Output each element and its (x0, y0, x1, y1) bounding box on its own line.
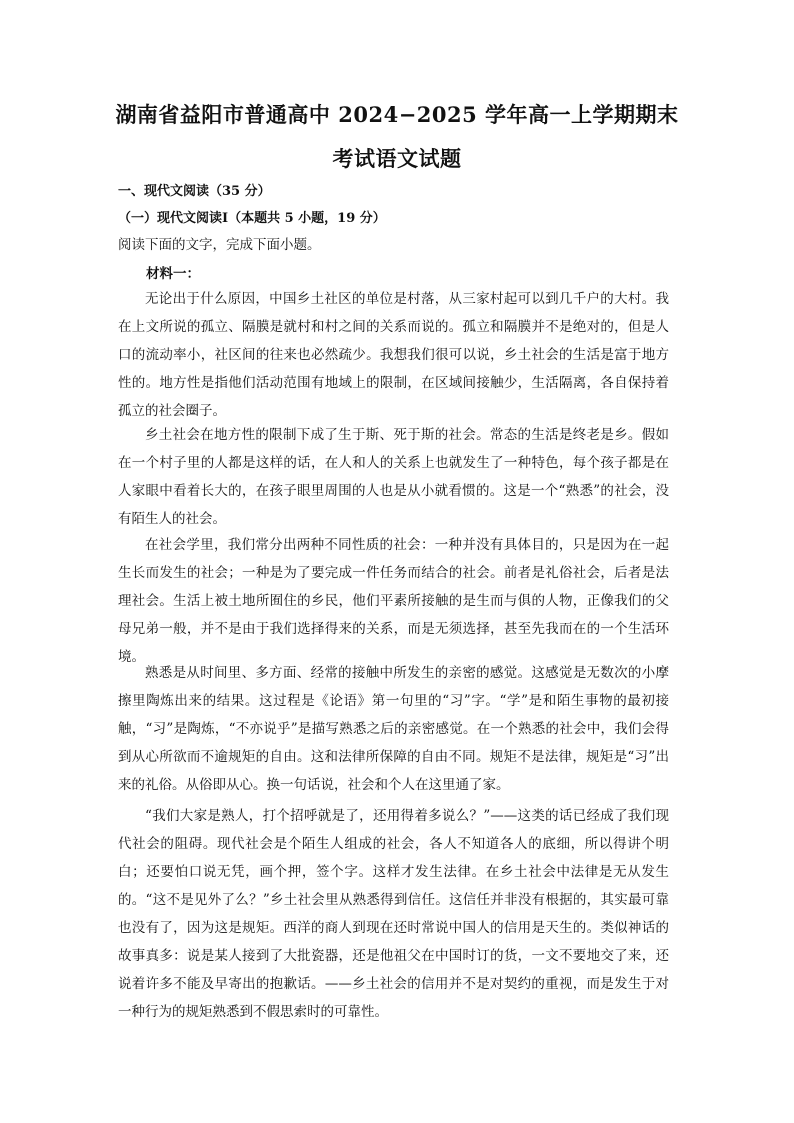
passage-paragraph: “我们大家是熟人，打个招呼就是了，还用得着多说么？”——这类的话已经成了我们现代社会的阻碍。现代社会是个陌生人组成的社会，各人不知道各人的底细，所以得讲个明白；还要怕口说无凭，画个押，签个字。这样才发生法律。在乡土社会中法律是无从发生的。“这不是见外了么？”乡土社会里从熟悉得到信任。这信任并非没有根据的，其实最可靠也没有了，因为这是规矩。西洋的商人到现在还时常说中国人的信用是天生的。类似神话的故事真多：说是某人接到了大批瓷器，还是他祖父在中国时订的货，一文不要地交了来，还说着许多不能及早寄出的抱歉话。——乡土社会的信用并不是对契约的重视，而是发生于对一种行为的规矩熟悉到不假思索时的可靠性。 (118, 808, 669, 1020)
material-label: 材料一： (146, 266, 200, 282)
subsection-heading: （一）现代文阅读Ⅰ（本题共 5 小题，19 分） (118, 211, 386, 226)
passage-paragraph: 熟悉是从时间里、多方面、经常的接触中所发生的亲密的感觉。这感觉是无数次的小摩擦里陶炼出来的结果。这过程是《论语》第一句里的“习”字。“学”是和陌生事物的最初接触，“习”是陶炼，“不亦说乎”是描写熟悉之后的亲密感觉。在一个熟悉的社会中，我们会得到从心所欲而不逾规矩的自由。这和法律所保障的自由不同。规矩不是法律，规矩是“习”出来的礼俗。从俗即从心。换一句话说，社会和个人在这里通了家。 (118, 665, 669, 793)
reading-instruction: 阅读下面的文字，完成下面小题。 (118, 237, 321, 253)
section-heading: 一、现代文阅读（35 分） (118, 184, 271, 199)
passage-paragraph: 无论出于什么原因，中国乡土社区的单位是村落，从三家村起可以到几千户的大村。我在上文所说的孤立、隔膜是就村和村之间的关系而说的。孤立和隔膜并不是绝对的，但是人口的流动率小，社区间的往来也必然疏少。我想我们很可以说，乡土社会的生活是富于地方性的。地方性是指他们活动范围有地域上的限制，在区域间接触少，生活隔离，各自保持着孤立的社会圈子。 (118, 291, 669, 419)
passage-paragraph: 在社会学里，我们常分出两种不同性质的社会：一种并没有具体目的，只是因为在一起生长而发生的社会；一种是为了要完成一件任务而结合的社会。前者是礼俗社会，后者是法理社会。生活上被土地所囿住的乡民，他们平素所接触的是生而与俱的人物，正像我们的父母兄弟一般，并不是由于我们选择得来的关系，而是无须选择，甚至先我而在的一个生活环境。 (118, 537, 669, 665)
document-title-line-1: 湖南省益阳市普通高中 2024−2025 学年高一上学期期末 (115, 102, 679, 127)
document-title-line-2: 考试语文试题 (332, 146, 462, 171)
passage-paragraph: 乡土社会在地方性的限制下成了生于斯、死于斯的社会。常态的生活是终老是乡。假如在一个村子里的人都是这样的话，在人和人的关系上也就发生了一种特色，每个孩子都是在人家眼中看着长大的，在孩子眼里周围的人也是从小就看惯的。这是一个“熟悉”的社会，没有陌生人的社会。 (118, 427, 669, 527)
